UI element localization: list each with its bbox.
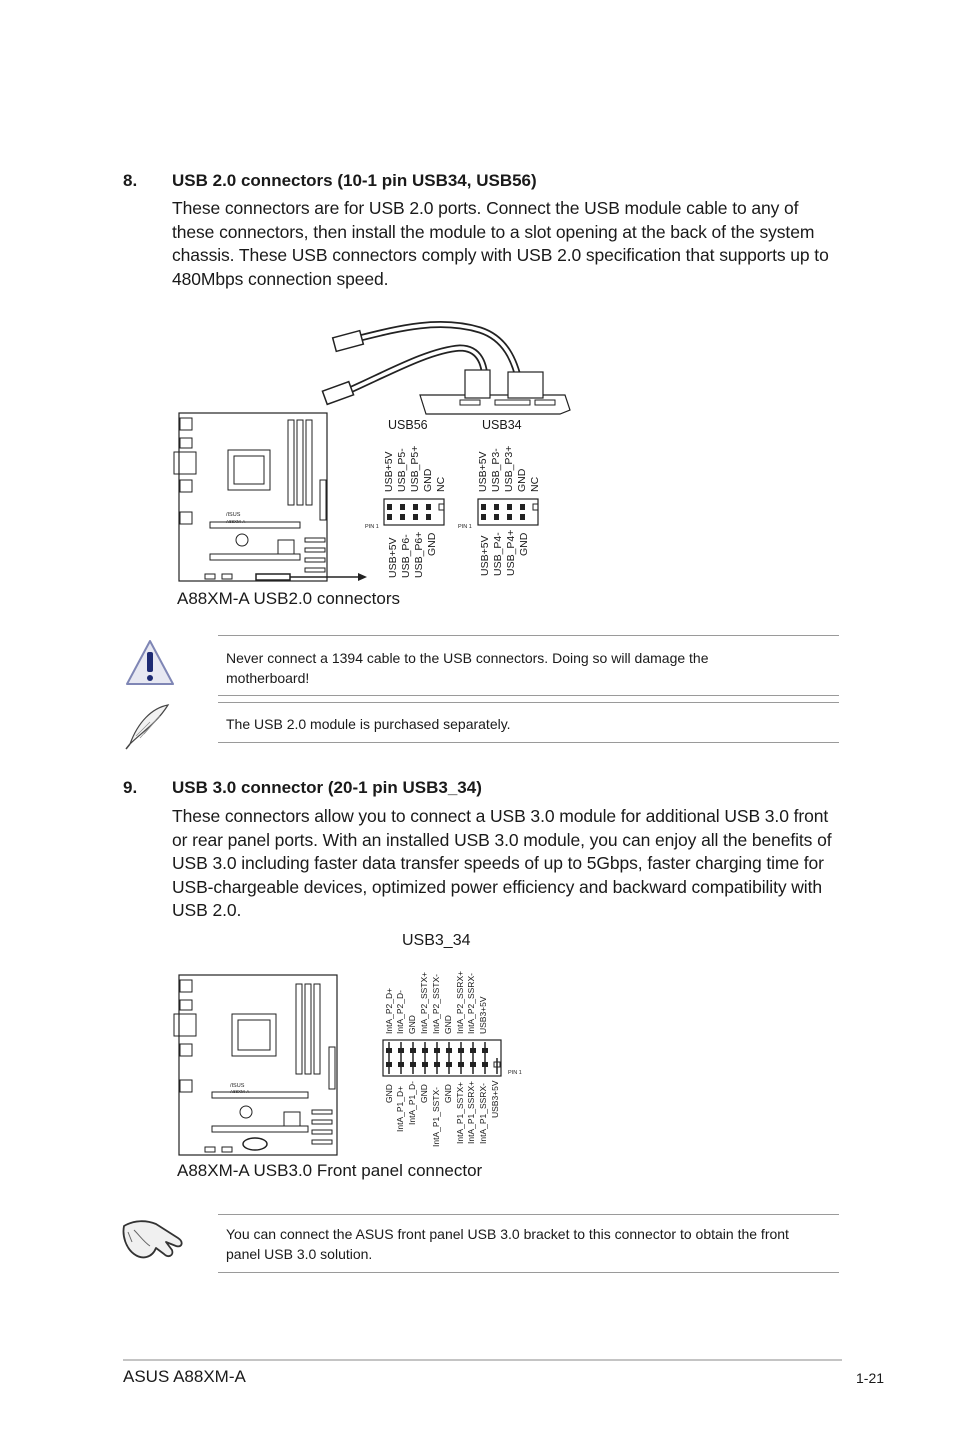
- usb34-pin-label: USB_P3+: [503, 445, 515, 492]
- usb3-pin-label: IntA_P2_SSTX+: [419, 971, 429, 1034]
- body-line: these connectors, then install the module to a slot opening at the back of the system: [172, 221, 815, 242]
- usb3-pin-label: GND: [419, 1084, 429, 1103]
- usb3-pin-label: GND: [384, 1084, 394, 1103]
- usb3-pin-label: IntA_P2_D-: [395, 990, 405, 1034]
- usb56-pin-label: NC: [435, 476, 447, 492]
- usb34-label: USB34: [482, 418, 522, 432]
- usb34-pin-label: USB+5V: [479, 535, 491, 576]
- usb56-pin-label: USB+5V: [387, 537, 399, 578]
- body-line: USB 3.0 including faster data transfer speeds of up to 5Gbps, faster charging time for: [172, 853, 824, 873]
- note-line: You can connect the ASUS front panel USB 3.0 bracket to this connector to obtain the front: [226, 1226, 789, 1242]
- note-divider: [218, 702, 839, 703]
- note-divider: [218, 635, 839, 636]
- footer-title: ASUS A88XM-A: [123, 1367, 246, 1386]
- page-number: 1-21: [856, 1370, 885, 1386]
- warning-note-text: [226, 648, 709, 688]
- body-line: 480Mbps connection speed.: [172, 268, 389, 289]
- usb3-pin-label: IntA_P1_SSRX+: [466, 1080, 476, 1144]
- usb34-pin-label: USB_P4+: [505, 529, 517, 576]
- usb-module-cable-illustration: [320, 310, 580, 420]
- usb3-pin-label: IntA_P2_SSTX-: [431, 973, 441, 1034]
- usb56-pin-label: USB_P6-: [400, 534, 412, 578]
- footer-rule: [123, 1359, 842, 1361]
- usb3-pin-label: GND: [407, 1015, 417, 1034]
- tip-note-text: [226, 1224, 789, 1264]
- usb34-pin1-label: PIN 1: [458, 524, 472, 530]
- usb3-pin-label: IntA_P2_D+: [384, 987, 394, 1034]
- usb56-pin-label: USB_P6+: [413, 531, 425, 578]
- note-divider: [218, 695, 839, 696]
- usb56-pin-label: GND: [426, 532, 438, 556]
- usb56-pin-label: USB+5V: [383, 451, 395, 492]
- section-9-number: 9.: [123, 778, 138, 797]
- usb56-header: [380, 497, 450, 529]
- usb3-34-header: [381, 1038, 505, 1078]
- board-model: A88XM-A: [226, 519, 246, 524]
- body-line: USB-chargeable devices, optimized power efficiency and backward compatibility with: [172, 876, 822, 897]
- usb34-header: [474, 497, 544, 529]
- usb56-pin1-label: PIN 1: [365, 524, 379, 530]
- note-line: Never connect a 1394 cable to the USB connectors. Doing so will damage the: [226, 650, 709, 666]
- usb3-connector-label: USB3_34: [402, 932, 471, 949]
- note-line: motherboard!: [226, 670, 310, 686]
- info-note-text: The USB 2.0 module is purchased separately.: [226, 716, 511, 732]
- usb3-pin-label: IntA_P1_D-: [407, 1081, 417, 1125]
- body-line: These connectors are for USB 2.0 ports. Connect the USB module cable to any of: [172, 198, 799, 218]
- usb3-pin-label: USB3+5V: [490, 1080, 500, 1118]
- usb3-pin1-label: PIN 1: [508, 1070, 522, 1076]
- usb56-pin-label: USB_P5-: [396, 448, 408, 492]
- usb34-pin-label: NC: [529, 476, 541, 492]
- body-line: USB 2.0.: [172, 900, 242, 920]
- usb34-pin-label: USB_P4-: [492, 532, 504, 576]
- usb3-pin-label: IntA_P1_D+: [395, 1085, 405, 1132]
- note-divider: [218, 1272, 839, 1273]
- section-9-body: [172, 805, 844, 923]
- usb56-pin-label: GND: [422, 468, 434, 492]
- section-8-title: USB 2.0 connectors (10-1 pin USB34, USB56): [172, 171, 537, 190]
- board-model: A88XM-A: [230, 1089, 250, 1094]
- section-9-title: USB 3.0 connector (20-1 pin USB3_34): [172, 778, 482, 797]
- usb3-pin-label: IntA_P1_SSTX-: [431, 1086, 441, 1147]
- usb34-pin-label: GND: [516, 468, 528, 492]
- motherboard-diagram-2: [160, 972, 350, 1162]
- usb3-pin-label: GND: [443, 1084, 453, 1103]
- note-line: panel USB 3.0 solution.: [226, 1246, 373, 1262]
- note-divider: [218, 742, 839, 743]
- usb3-pin-label: IntA_P2_SSRX-: [466, 973, 476, 1034]
- usb56-label: USB56: [388, 418, 428, 432]
- section-8-number: 8.: [123, 171, 138, 190]
- body-line: or rear panel ports. With an installed USB 3.0 module, you can enjoy all the benefits of: [172, 829, 832, 850]
- figure-1-caption: A88XM-A USB2.0 connectors: [177, 589, 401, 608]
- section-8-body: [172, 197, 844, 291]
- usb3-pin-label: GND: [443, 1015, 453, 1034]
- quill-pen-icon: [122, 702, 172, 750]
- usb3-pin-label: USB3+5V: [478, 996, 488, 1034]
- usb3-pin-label: IntA_P1_SSRX-: [478, 1083, 488, 1144]
- note-divider: [218, 1214, 839, 1215]
- usb56-pin-label: USB_P5+: [409, 445, 421, 492]
- usb34-pin-label: USB_P3-: [490, 448, 502, 492]
- warning-triangle-icon: [124, 638, 176, 688]
- figure-2-caption: A88XM-A USB3.0 Front panel connector: [177, 1161, 483, 1180]
- board-brand: /ISUS: [230, 1083, 245, 1089]
- pointing-hand-icon: [120, 1212, 190, 1266]
- usb34-pin-label: USB+5V: [477, 451, 489, 492]
- usb3-pin-label: IntA_P2_SSRX+: [455, 970, 465, 1034]
- usb3-pin-label: IntA_P1_SSTX+: [455, 1081, 465, 1144]
- board-brand: /ISUS: [226, 512, 241, 518]
- body-line: chassis. These USB connectors comply with USB 2.0 specification that supports up to: [172, 245, 829, 265]
- usb34-pin-label: GND: [518, 532, 530, 556]
- body-line: These connectors allow you to connect a USB 3.0 module for additional USB 3.0 front: [172, 806, 829, 826]
- motherboard-diagram-1: [160, 410, 370, 586]
